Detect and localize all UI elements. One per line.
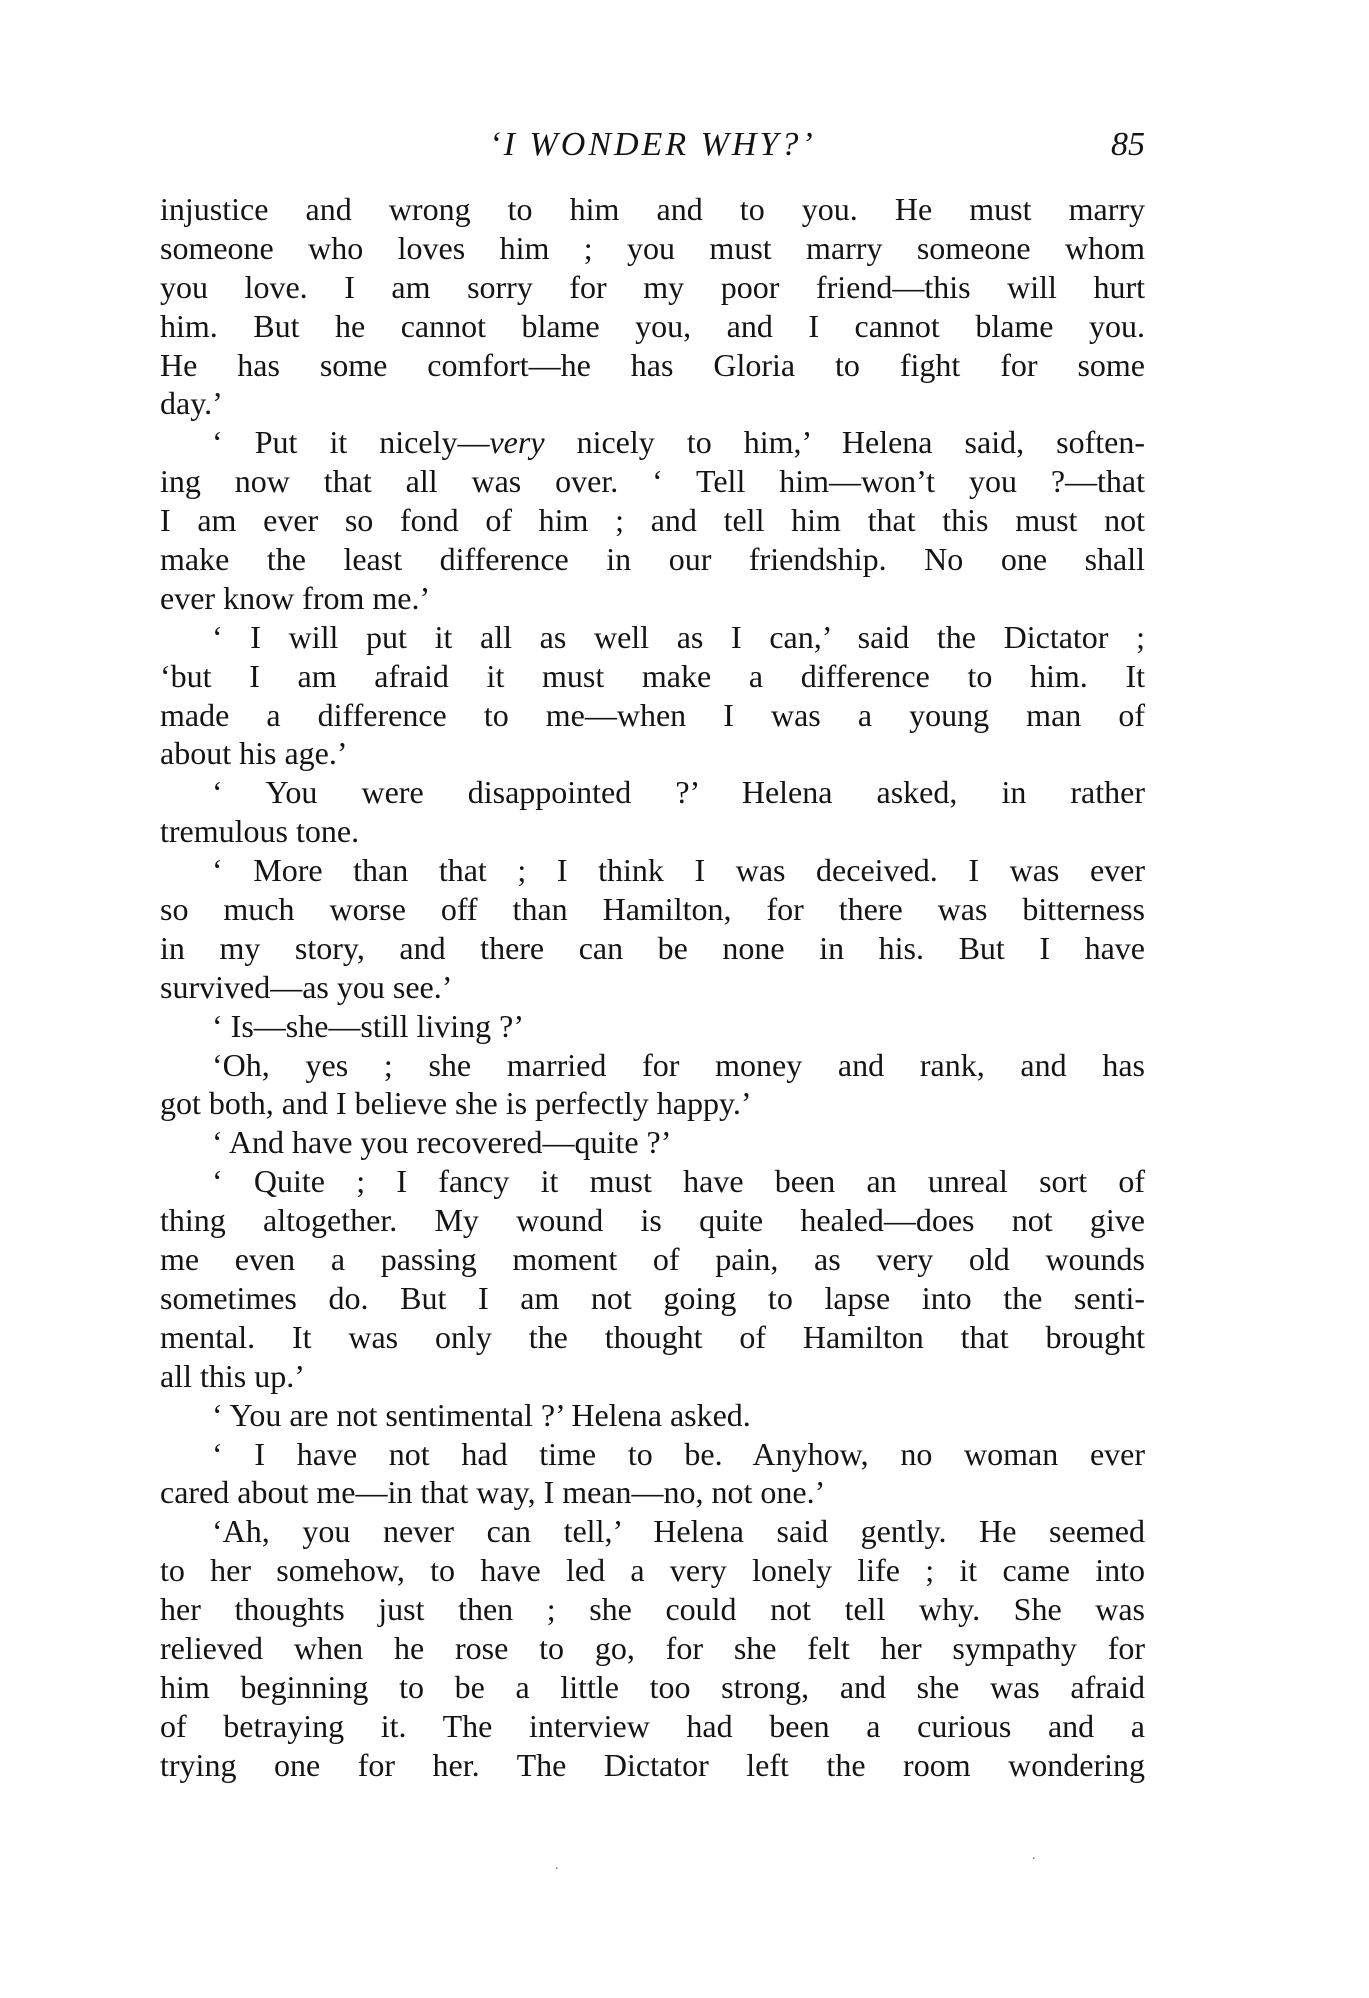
text-line: me even a passing moment of pain, as very old wounds <box>160 1241 1145 1278</box>
text-line: ‘ Quite ; I fancy it must have been an unreal sort of <box>212 1163 1145 1200</box>
text-line: someone who loves him ; you must marry someone whom <box>160 229 1145 266</box>
text-line: survived—as you see.’ <box>160 968 453 1005</box>
text-line: got both, and I believe she is perfectly happy.’ <box>160 1085 752 1122</box>
text-line: in my story, and there can be none in his. But I have <box>160 929 1145 966</box>
text-line: so much worse off than Hamilton, for there was bitterness <box>160 891 1145 928</box>
text-line: you love. I am sorry for my poor friend—this will hurt <box>160 268 1145 305</box>
text-line: ‘ Is—she—still living ?’ <box>212 1007 524 1044</box>
text-line: made a difference to me—when I was a young man of <box>160 696 1145 733</box>
running-head: ‘I WONDER WHY?’ <box>489 126 816 163</box>
text-line: ‘ More than that ; I think I was deceived. I was ever <box>212 852 1145 889</box>
text-segment: ‘ Put it nicely— <box>212 424 490 461</box>
page-header <box>160 120 1145 170</box>
text-line: cared about me—in that way, I mean—no, not one.’ <box>160 1474 826 1511</box>
text-line: ‘ I will put it all as well as I can,’ said the Dictator ; <box>212 618 1145 655</box>
text-line <box>160 423 1145 462</box>
text-line: ever know from me.’ <box>160 579 431 616</box>
text-line: ‘ You were disappointed ?’ Helena asked, in rather <box>212 774 1145 811</box>
text-line: I am ever so fond of him ; and tell him that this must not <box>160 502 1145 539</box>
text-line: ing now that all was over. ‘ Tell him—won’t you ?—that <box>160 463 1145 500</box>
text-line: injustice and wrong to him and to you. He must marry <box>160 191 1145 227</box>
body-text <box>160 190 1145 1785</box>
text-line: of betraying it. The interview had been a curious and a <box>160 1707 1145 1744</box>
text-line: ‘Oh, yes ; she married for money and rank, and has <box>212 1046 1145 1083</box>
text-line: He has some comfort—he has Gloria to fight for some <box>160 346 1145 383</box>
emphasized-word: very <box>489 424 545 461</box>
print-specks <box>0 1848 1369 1878</box>
text-segment: nicely to him,’ Helena said, soften- <box>544 424 1145 461</box>
text-line: thing altogether. My wound is quite healed—does not give <box>160 1202 1145 1239</box>
text-line: sometimes do. But I am not going to lapse into the senti- <box>160 1279 1145 1316</box>
text-line: her thoughts just then ; she could not tell why. She was <box>160 1591 1145 1628</box>
text-line: ‘ You are not sentimental ?’ Helena asked. <box>212 1396 751 1433</box>
text-line: ‘Ah, you never can tell,’ Helena said gently. He seemed <box>212 1513 1145 1550</box>
text-line: about his age.’ <box>160 735 348 772</box>
text-line: all this up.’ <box>160 1357 305 1394</box>
text-line: ‘but I am afraid it must make a difference to him. It <box>160 657 1145 694</box>
text-line: to her somehow, to have led a very lonely life ; it came into <box>160 1552 1145 1589</box>
text-line: day.’ <box>160 385 223 422</box>
text-line: trying one for her. The Dictator left the room wondering <box>160 1746 1145 1783</box>
text-line: mental. It was only the thought of Hamilton that brought <box>160 1318 1145 1355</box>
text-line: make the least difference in our friendship. No one shall <box>160 541 1145 578</box>
text-line: ‘ I have not had time to be. Anyhow, no woman ever <box>212 1435 1145 1472</box>
print-speck: . <box>1032 1848 1036 1863</box>
text-line: him. But he cannot blame you, and I cannot blame you. <box>160 307 1145 344</box>
text-line: ‘ And have you recovered—quite ?’ <box>212 1124 672 1161</box>
text-line: relieved when he rose to go, for she felt her sympathy for <box>160 1629 1145 1666</box>
page-number: 85 <box>1111 126 1145 163</box>
print-speck: . <box>555 1858 559 1873</box>
text-line: tremulous tone. <box>160 813 360 850</box>
text-line: him beginning to be a little too strong, and she was afraid <box>160 1668 1145 1705</box>
